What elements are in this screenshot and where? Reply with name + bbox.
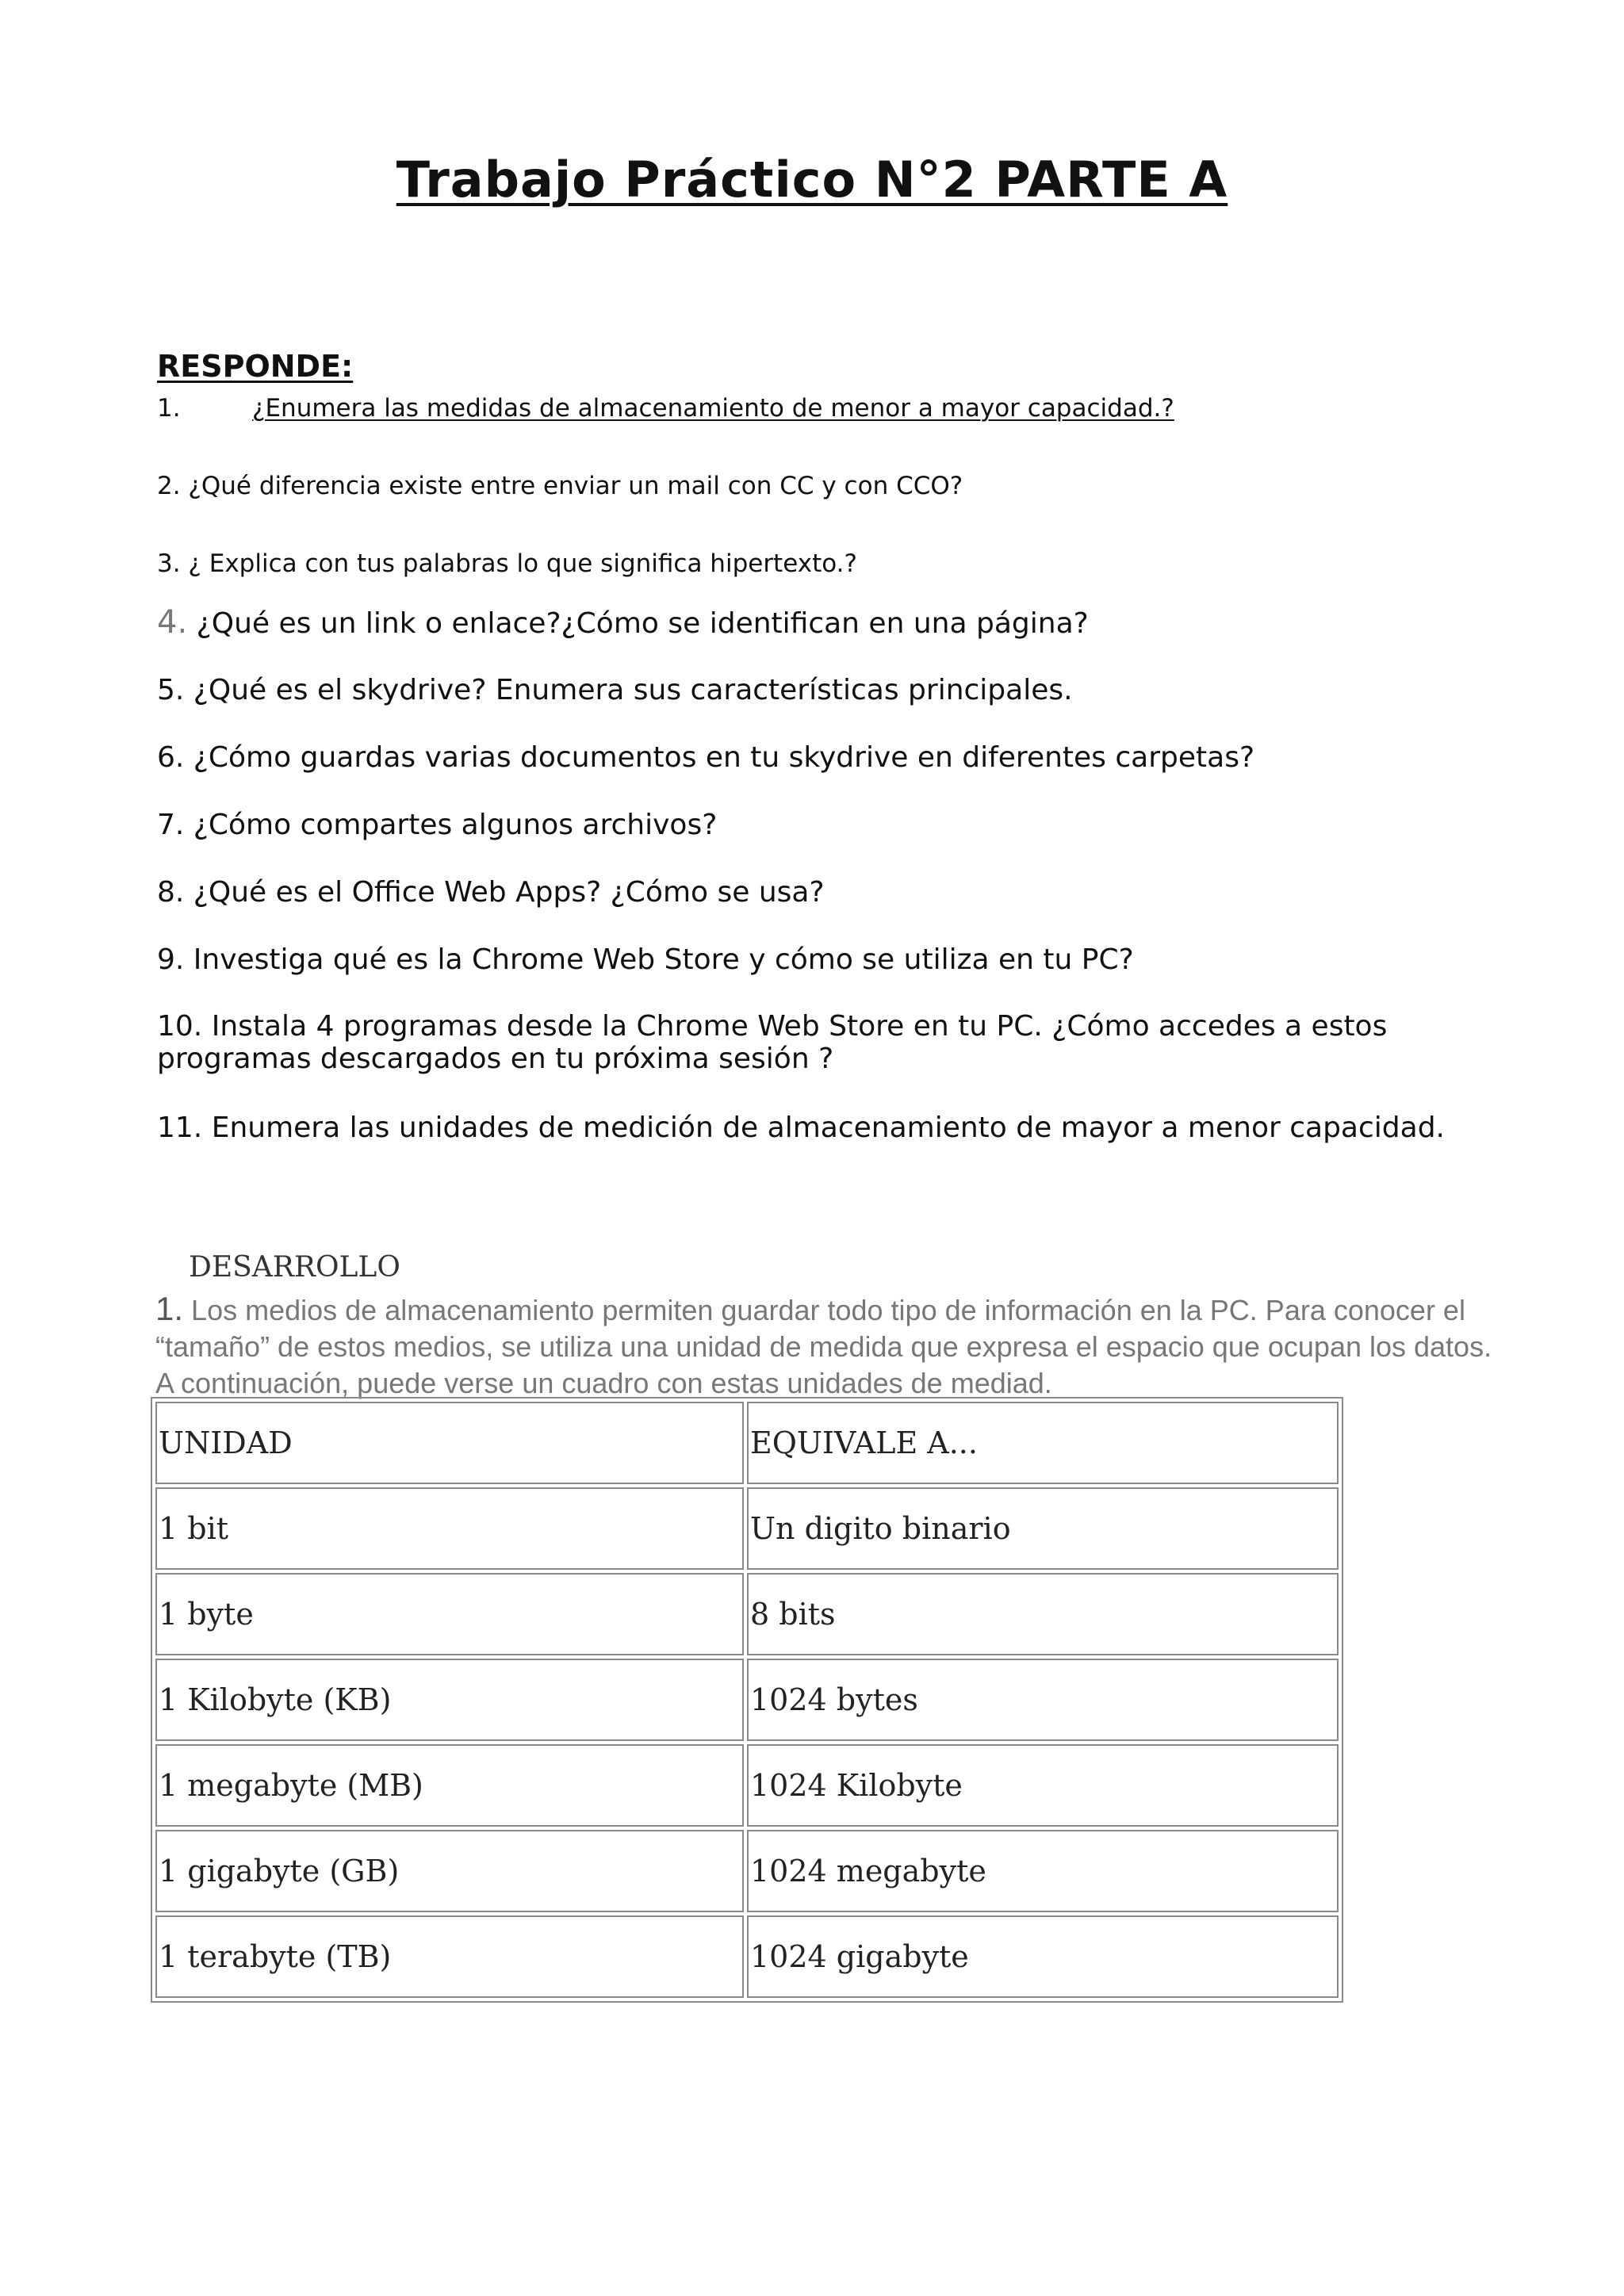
question-5: 5. ¿Qué es el skydrive? Enumera sus características principales. bbox=[157, 674, 1073, 706]
table-row bbox=[155, 1659, 1339, 1741]
table-row bbox=[155, 1487, 1339, 1570]
table-row bbox=[155, 1573, 1339, 1655]
question-4 bbox=[157, 604, 1505, 641]
table-cell-unit: 1 terabyte (TB) bbox=[155, 1915, 744, 1998]
desarrollo-paragraph-text: Los medios de almacenamiento permiten guardar todo tipo de información en la PC. Para conocer el “tamaño” de estos medios, se utiliza una unidad de medida que expresa el espacio que ocupan los datos. A continuación, puede verse un cuadro con estas unidades de mediad. bbox=[155, 1294, 1492, 1399]
section-heading-responde: RESPONDE: bbox=[157, 349, 354, 384]
question-1-number: 1. bbox=[157, 394, 181, 423]
storage-units-table bbox=[151, 1397, 1343, 2003]
desarrollo-paragraph bbox=[155, 1291, 1503, 1402]
question-1-text: ¿Enumera las medidas de almacenamiento de menor a mayor capacidad.? bbox=[252, 394, 1174, 423]
question-6: 6. ¿Cómo guardas varias documentos en tu skydrive en diferentes carpetas? bbox=[157, 741, 1255, 774]
table-row bbox=[155, 1744, 1339, 1827]
table-cell-equivalent: 1024 bytes bbox=[747, 1659, 1339, 1741]
desarrollo-heading: DESARROLLO bbox=[189, 1251, 400, 1284]
table-header-equivale: EQUIVALE A... bbox=[747, 1402, 1339, 1484]
table-cell-equivalent: 1024 Kilobyte bbox=[747, 1744, 1339, 1827]
table-cell-unit: 1 Kilobyte (KB) bbox=[155, 1659, 744, 1741]
question-11: 11. Enumera las unidades de medición de almacenamiento de mayor a menor capacidad. bbox=[157, 1112, 1445, 1144]
table-cell-equivalent: 1024 megabyte bbox=[747, 1830, 1339, 1912]
table-row bbox=[155, 1915, 1339, 1998]
table-cell-unit: 1 gigabyte (GB) bbox=[155, 1830, 744, 1912]
table-cell-equivalent: 1024 gigabyte bbox=[747, 1915, 1339, 1998]
question-8: 8. ¿Qué es el Office Web Apps? ¿Cómo se usa? bbox=[157, 876, 825, 909]
question-2: 2. ¿Qué diferencia existe entre enviar un mail con CC y con CCO? bbox=[157, 472, 963, 500]
question-4-number: 4. bbox=[157, 604, 188, 641]
question-7: 7. ¿Cómo compartes algunos archivos? bbox=[157, 809, 718, 841]
table-cell-unit: 1 megabyte (MB) bbox=[155, 1744, 744, 1827]
desarrollo-paragraph-number: 1. bbox=[155, 1290, 184, 1327]
question-10: 10. Instala 4 programas desde la Chrome Web Store en tu PC. ¿Cómo accedes a estos programas descargados en tu próxima sesión ? bbox=[157, 1010, 1388, 1076]
question-9: 9. Investiga qué es la Chrome Web Store y cómo se utiliza en tu PC? bbox=[157, 943, 1134, 976]
table-header-row bbox=[155, 1402, 1339, 1484]
question-3: 3. ¿ Explica con tus palabras lo que significa hipertexto.? bbox=[157, 549, 857, 578]
table-cell-unit: 1 byte bbox=[155, 1573, 744, 1655]
table-cell-equivalent: Un digito binario bbox=[747, 1487, 1339, 1570]
table-cell-equivalent: 8 bits bbox=[747, 1573, 1339, 1655]
table-row bbox=[155, 1830, 1339, 1912]
question-1 bbox=[157, 395, 1505, 423]
question-4-text: ¿Qué es un link o enlace?¿Cómo se identifican en una página? bbox=[196, 607, 1089, 640]
table-header-unidad: UNIDAD bbox=[155, 1402, 744, 1484]
page-title: Trabajo Práctico N°2 PARTE A bbox=[396, 151, 1228, 209]
table-cell-unit: 1 bit bbox=[155, 1487, 744, 1570]
